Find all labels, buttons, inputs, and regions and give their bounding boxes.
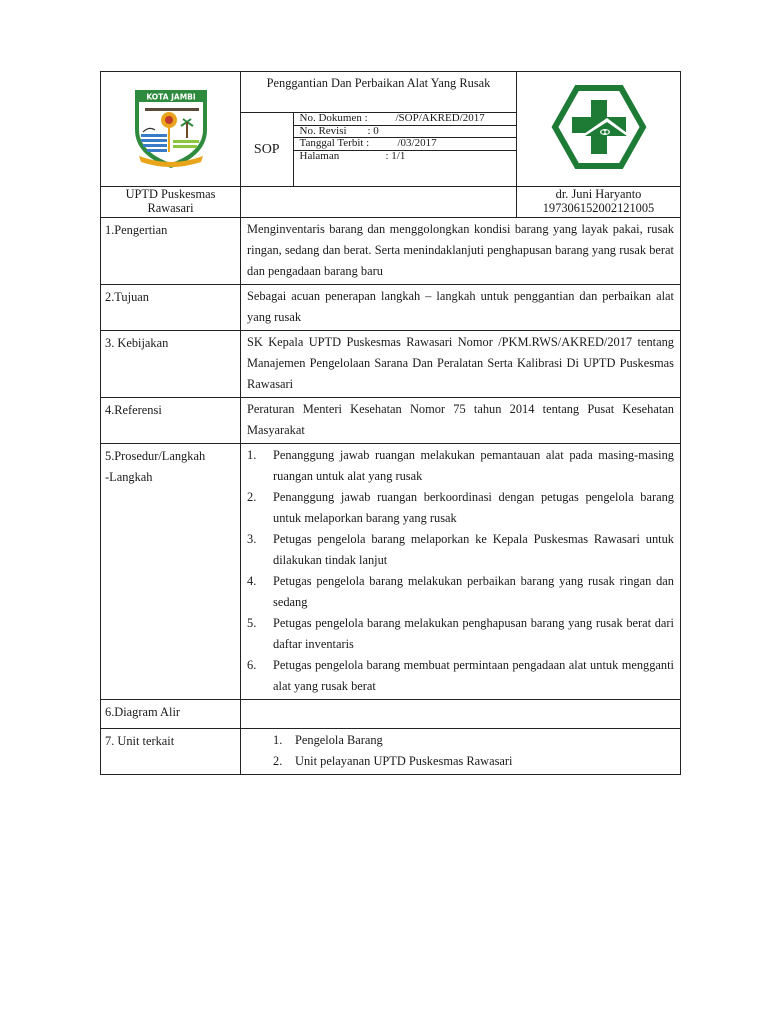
section-row-unit: [101, 729, 681, 775]
procedure-step: [243, 655, 674, 697]
meta-value: : 1/1: [385, 149, 406, 162]
organization-name: UPTD Puskesmas Rawasari: [101, 187, 241, 218]
procedure-step: [243, 445, 674, 487]
step-text: Penanggung jawab ruangan berkoordinasi dengan petugas pengelola barang untuk melaporkan barang yang rusak: [273, 490, 674, 525]
unit-number: 2.: [273, 754, 283, 768]
section-row-prosedur: [101, 444, 681, 700]
procedure-step: [243, 613, 674, 655]
meta-value: /SOP/AKRED/2017: [395, 112, 485, 124]
meta-halaman: [293, 150, 516, 162]
right-logo-cell: [517, 72, 681, 187]
procedure-step: [243, 571, 674, 613]
section-content: [241, 729, 681, 775]
kota-jambi-crest-icon: [129, 84, 213, 174]
puskesmas-cross-icon: [551, 84, 647, 174]
meta-spacer: [293, 162, 516, 186]
signatory-name: dr. Juni Haryanto: [555, 187, 642, 201]
sop-table: [100, 71, 681, 775]
section-row-referensi: [101, 398, 681, 444]
procedure-step: [243, 487, 674, 529]
related-units: [243, 730, 674, 772]
step-number: 4.: [247, 574, 257, 588]
step-number: 2.: [247, 490, 257, 504]
section-label: 6.Diagram Alir: [101, 700, 241, 729]
step-text: Petugas pengelola barang melakukan perbaikan barang yang rusak ringan dan sedang: [273, 574, 674, 609]
unit-number: 1.: [273, 733, 283, 747]
section-row-kebijakan: [101, 331, 681, 398]
section-label: 1.Pengertian: [101, 218, 241, 285]
unit-item: [243, 751, 674, 772]
section-content: Menginventaris barang dan menggolongkan kondisi barang yang layak pakai, rusak ringan, sedang dan berat. Serta menindaklanjuti penghapusan barang yang rusak berat dan pengadaan barang baru: [241, 218, 681, 285]
meta-label: Tanggal Terbit :: [299, 137, 370, 149]
section-content: [241, 444, 681, 700]
section-label-line1: 5.Prosedur/Langkah: [105, 449, 206, 463]
meta-tanggal-terbit: [293, 138, 516, 151]
sop-meta-table: [241, 113, 516, 186]
meta-label: Halaman: [299, 149, 340, 162]
step-text: Petugas pengelola barang melaporkan ke Kepala Puskesmas Rawasari untuk dilakukan tindak lanjut: [273, 532, 674, 567]
step-number: 3.: [247, 532, 257, 546]
section-row-pengertian: [101, 218, 681, 285]
meta-no-revisi: [293, 125, 516, 138]
meta-no-dokumen: [293, 113, 516, 125]
left-logo-cell: [101, 72, 241, 187]
unit-text: Pengelola Barang: [295, 733, 383, 747]
section-content: [241, 700, 681, 729]
step-text: Petugas pengelola barang melakukan penghapusan barang yang rusak berat dari daftar inventaris: [273, 616, 674, 651]
unit-item: [243, 730, 674, 751]
sop-meta-cell: [241, 113, 517, 187]
step-number: 5.: [247, 616, 257, 630]
section-label-line2: -Langkah: [105, 470, 153, 484]
blank-header-cell: [241, 187, 517, 218]
step-number: 1.: [247, 448, 257, 462]
sop-label: SOP: [253, 141, 280, 157]
step-text: Penanggung jawab ruangan melakukan pemantauan alat pada masing-masing ruangan untuk alat yang rusak: [273, 448, 674, 483]
section-label: 7. Unit terkait: [101, 729, 241, 775]
section-row-tujuan: [101, 285, 681, 331]
section-label: 3. Kebijakan: [101, 331, 241, 398]
sop-document: [100, 71, 680, 775]
meta-label: No. Revisi: [299, 124, 347, 137]
meta-label: No. Dokumen :: [299, 112, 368, 124]
procedure-step: [243, 529, 674, 571]
section-label: [101, 444, 241, 700]
signatory-id: 197306152002121005: [542, 201, 655, 215]
step-text: Petugas pengelola barang membuat permintaan pengadaan alat untuk mengganti alat yang rusak berat: [273, 658, 674, 693]
section-content: Sebagai acuan penerapan langkah – langkah untuk penggantian dan perbaikan alat yang rusak: [241, 285, 681, 331]
signatory-cell: [517, 187, 681, 218]
meta-value: : 0: [367, 124, 379, 137]
unit-text: Unit pelayanan UPTD Puskesmas Rawasari: [295, 754, 513, 768]
meta-value: /03/2017: [397, 137, 437, 149]
section-row-diagram: [101, 700, 681, 729]
section-content: Peraturan Menteri Kesehatan Nomor 75 tahun 2014 tentang Pusat Kesehatan Masyarakat: [241, 398, 681, 444]
crest-banner-text: KOTA JAMBI: [145, 92, 196, 102]
document-title: Penggantian Dan Perbaikan Alat Yang Rusak: [241, 72, 517, 113]
section-label: 4.Referensi: [101, 398, 241, 444]
procedure-steps: [243, 445, 674, 697]
section-content: SK Kepala UPTD Puskesmas Rawasari Nomor /PKM.RWS/AKRED/2017 tentang Manajemen Pengelolaan Sarana Dan Peralatan Serta Kalibrasi Di UPTD Puskesmas Rawasari: [241, 331, 681, 398]
step-number: 6.: [247, 658, 257, 672]
section-label: 2.Tujuan: [101, 285, 241, 331]
